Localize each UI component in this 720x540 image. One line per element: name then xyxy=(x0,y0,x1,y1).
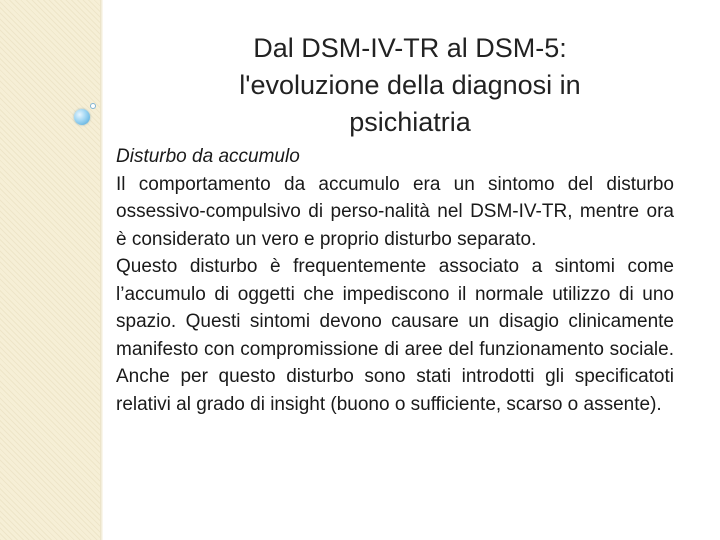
small-bubble-ornament-icon xyxy=(90,103,96,109)
side-band-edge xyxy=(100,0,103,540)
slide-title-line: Dal DSM-IV-TR al DSM-5: xyxy=(253,33,567,63)
body-paragraph: Questo disturbo è frequentemente associato a sintomi come l’accumulo di oggetti che impediscono il normale utilizzo di uno spazio. Questi sintomi devono causare un disagio clinicamente manifesto con compromissione di aree del funzionamento sociale. Anche per questo disturbo sono stati introdotti gli specificatoti relativi al grado di insight (buono o sufficiente, scarso o assente). xyxy=(116,256,674,415)
bubble-ornament-icon xyxy=(74,109,90,125)
slide-title xyxy=(120,30,700,141)
slide-title-line: l'evoluzione della diagnosi in xyxy=(239,70,581,100)
decorative-side-band xyxy=(0,0,100,540)
slide-title-line: psichiatria xyxy=(349,107,471,137)
body-paragraph: Il comportamento da accumulo era un sintomo del disturbo ossessivo-compulsivo di perso-nalità nel DSM-IV-TR, mentre ora è considerato un vero e proprio disturbo separato. xyxy=(116,173,674,250)
section-subtitle: Disturbo da accumulo xyxy=(116,146,300,167)
slide-body xyxy=(116,143,674,418)
